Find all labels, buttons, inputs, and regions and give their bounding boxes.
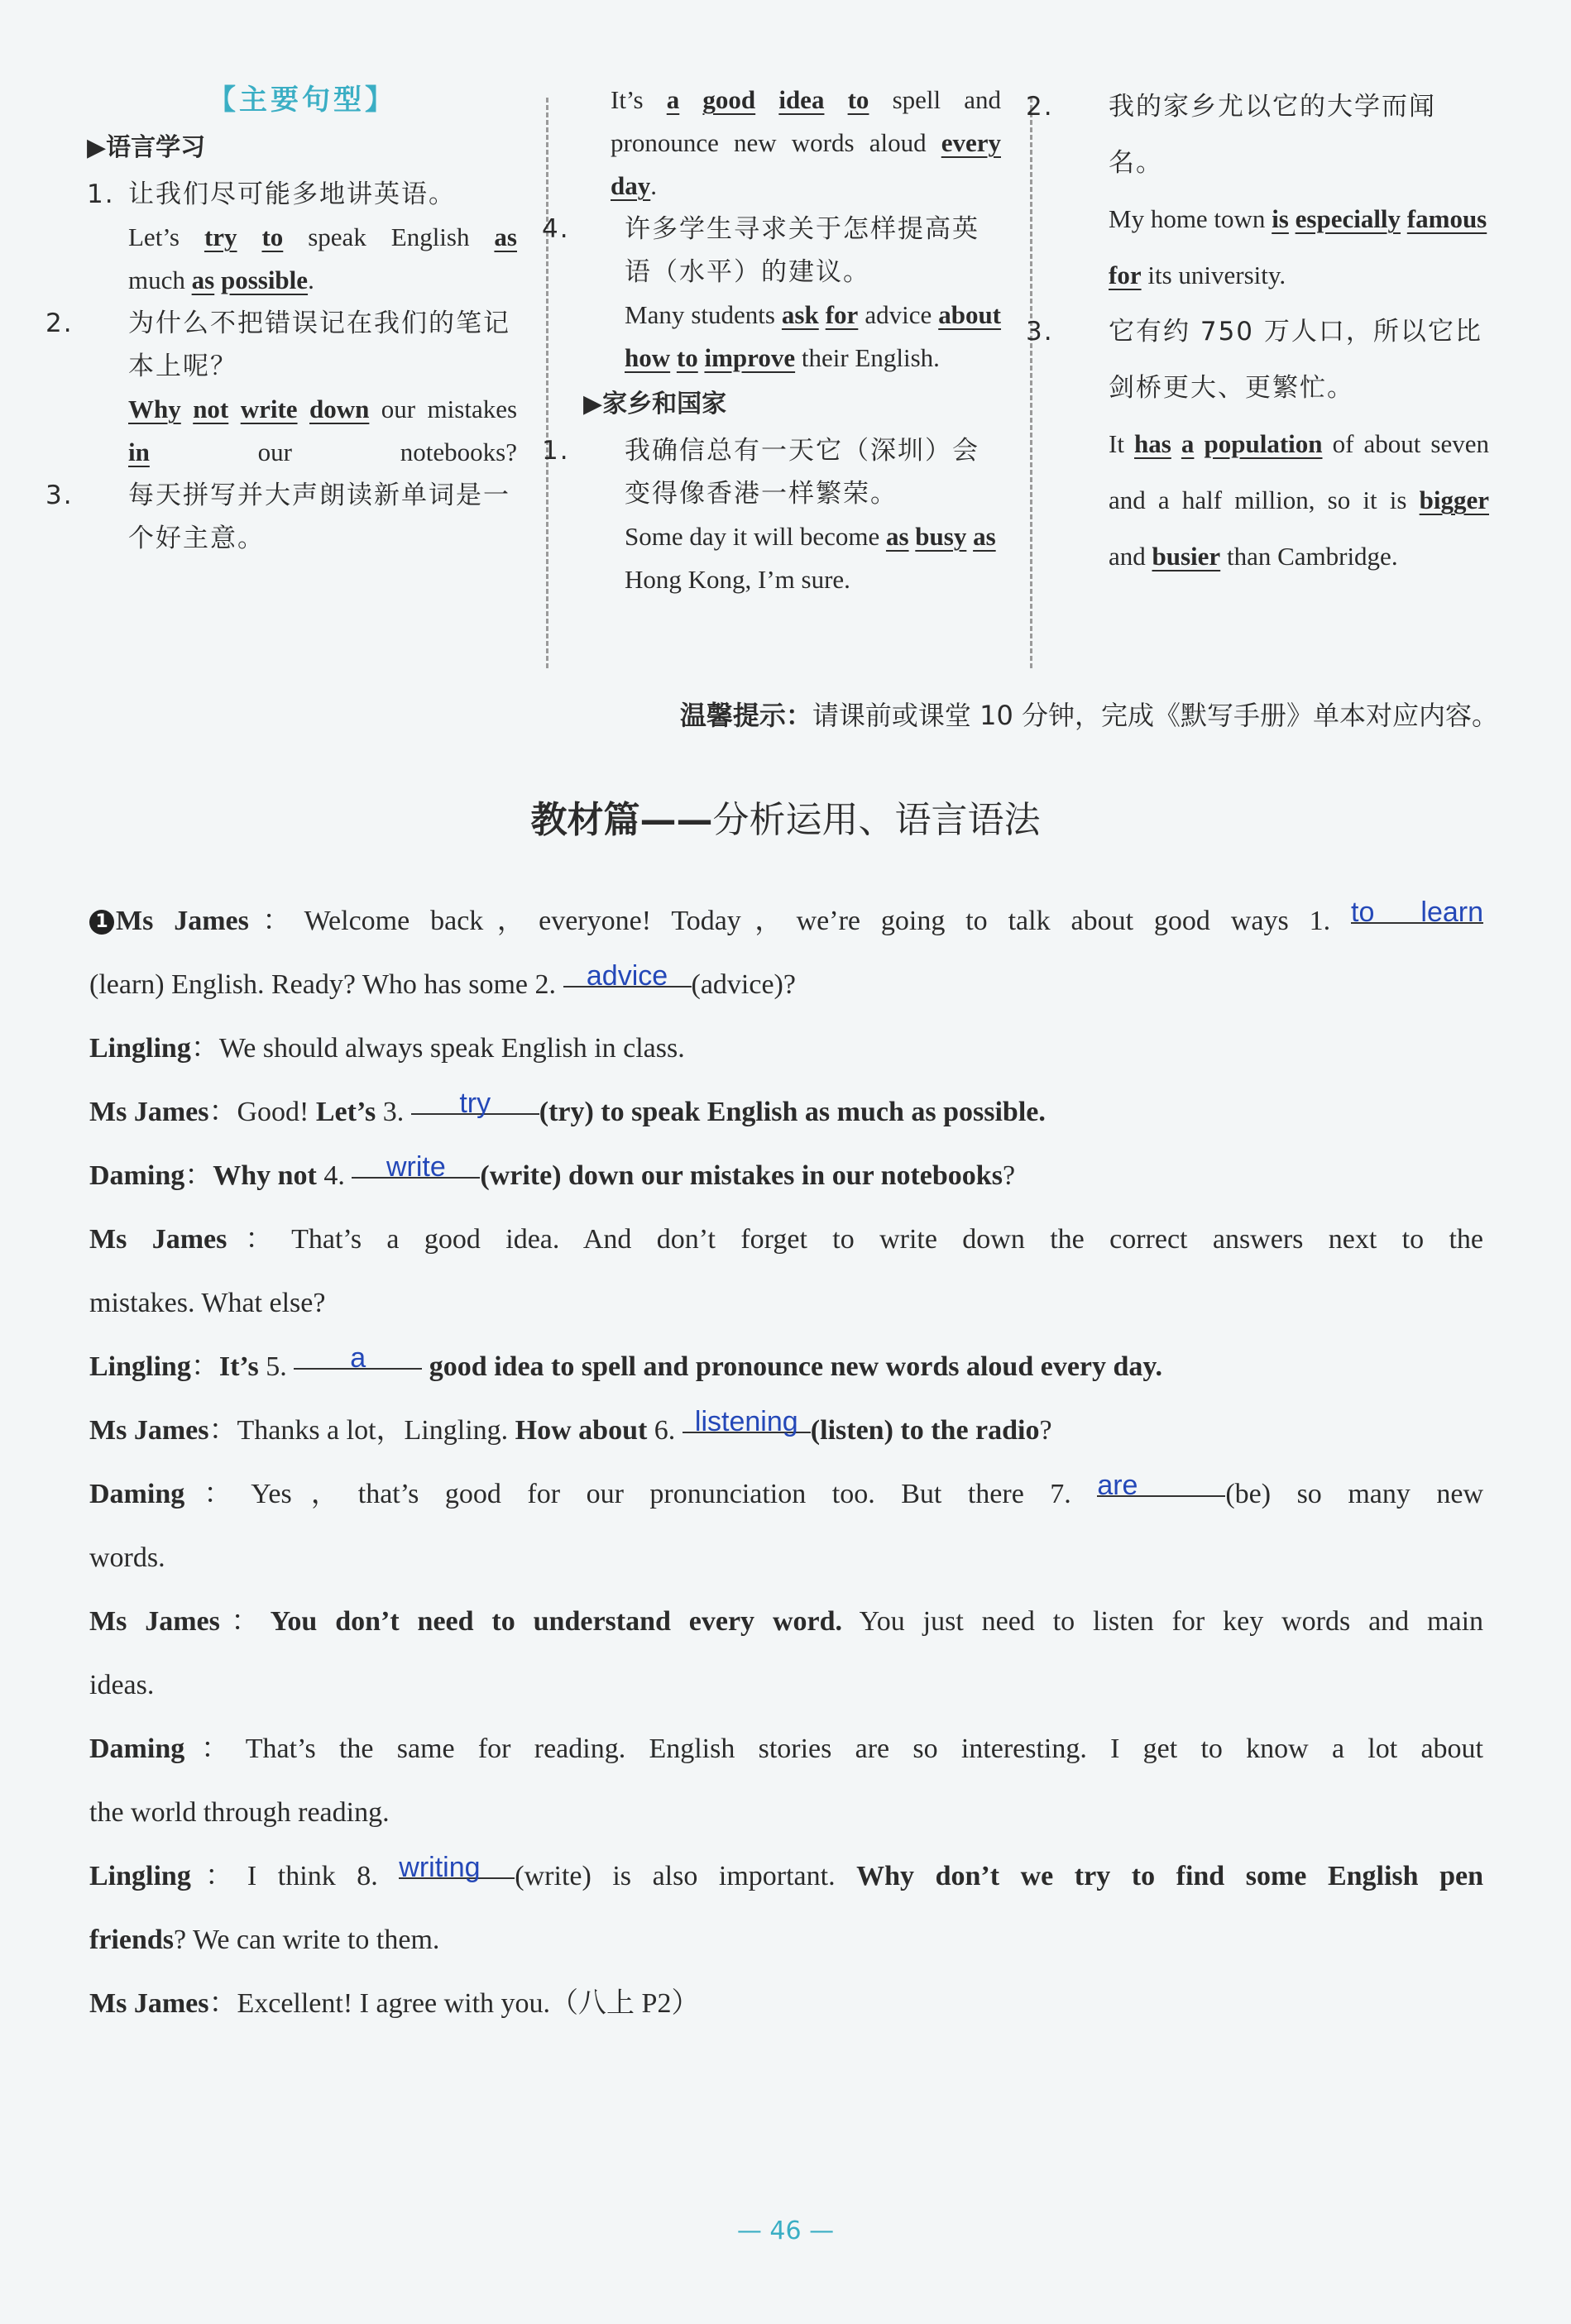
hometown-sentence-1-chinese: 1. 我确信总有一天它（深圳）会变得像香港一样繁荣。: [542, 436, 979, 509]
column-divider-1: [546, 98, 548, 668]
dialogue-line: Daming：That’s the same for reading. English stories are so interesting. I get to know a lot about: [89, 1733, 1483, 1764]
dialogue-line: mistakes. What else?: [89, 1288, 326, 1318]
sentence-4-english: Many students ask for advice about how to improve their English.: [625, 300, 1002, 372]
hometown-sentence-3-chinese: 3. 它有约 750 万人口，所以它比剑桥更大、更繁忙。: [1026, 317, 1482, 403]
column-divider-2: [1030, 98, 1032, 668]
sentence-3-english: It’s a good idea to spell and pronounce new words aloud every day.: [611, 85, 1002, 200]
dialogue-line: Ms James：You don’t need to understand every word. You just need to listen for key words and main: [89, 1606, 1484, 1637]
blank-4: [352, 1144, 480, 1183]
hometown-sentence-2-chinese: 2. 我的家乡尤以它的大学而闻名。: [1026, 92, 1436, 178]
answer-1: to learn: [1351, 897, 1484, 928]
blank-2: [563, 953, 692, 992]
blank-1: [1351, 889, 1484, 928]
dialogue-line: Ms James：Excellent! I agree with you.（八上 P2）: [89, 1988, 700, 2019]
dialogue-exercise: [89, 889, 1483, 2035]
dialogue-line: Lingling：I think 8. writing (write) is also important. Why don’t we try to find some English pen: [89, 1844, 1483, 1908]
dialogue-line: 1 Ms James：Welcome back，everyone! Today，we’re going to talk about good ways 1. to learn: [89, 889, 1483, 953]
sentence-4-chinese: 4. 许多学生寻求关于怎样提高英语（水平）的建议。: [542, 214, 979, 287]
hometown-sentence-3-english: It has a population of about seven and a half million, so it is bigger and busier than Cambridge.: [1109, 429, 1490, 571]
dialogue-line: Daming：Why not 4. write (write) down our mistakes in our notebooks?: [89, 1144, 1483, 1207]
dialogue-line: Daming：Yes，that’s good for our pronunciation too. But there 7. are (be) so many new: [89, 1462, 1483, 1526]
sentence-3-chinese: 3. 每天拼写并大声朗读新单词是一个好主意。: [46, 481, 510, 553]
dialogue-line: the world through reading.: [89, 1797, 390, 1828]
section-title: 教材篇——分析运用、语言语法: [530, 799, 1041, 841]
dialogue-line: Ms James：That’s a good idea. And don’t forget to write down the correct answers next to the: [89, 1224, 1484, 1255]
sentences-column-1: [46, 79, 518, 560]
subheading-hometown-country: ▶家乡和国家: [583, 390, 727, 418]
dialogue-line: friends? We can write to them.: [89, 1925, 440, 1955]
answer-5: a: [350, 1342, 366, 1374]
blank-5: [294, 1335, 422, 1374]
hometown-sentence-2-english: My home town is especially famous for its university.: [1109, 204, 1487, 289]
answer-3: try: [459, 1088, 491, 1119]
sentence-1-english: Let’s try to speak English as: [128, 222, 517, 251]
answer-6: listening: [694, 1406, 798, 1437]
tip-label: 温馨提示：: [679, 700, 812, 731]
sentences-column-2: [542, 79, 1002, 601]
sentence-1-chinese: 1. 让我们尽可能多地讲英语。: [87, 179, 456, 209]
sentence-2-chinese: 2. 为什么不把错误记在我们的笔记本上呢？: [46, 308, 510, 381]
dialogue-line: words.: [89, 1542, 165, 1573]
blank-6: [683, 1399, 811, 1437]
answer-4: write: [386, 1151, 446, 1183]
blank-8: [399, 1844, 515, 1883]
section-heading: 【主要句型】: [208, 84, 396, 117]
dialogue-line: Lingling：It’s 5. a good idea to spell and pronounce new words aloud every day.: [89, 1335, 1483, 1399]
sentences-column-3: [1026, 79, 1490, 585]
dialogue-line: Lingling：We should always speak English in class.: [89, 1033, 685, 1064]
dialogue-line: (learn) English. Ready? Who has some 2. advice (advice)?: [89, 953, 1483, 1016]
answer-7: are: [1097, 1470, 1138, 1501]
blank-3: [411, 1080, 539, 1119]
answer-2: advice: [586, 960, 668, 992]
page-number: — 46 —: [736, 2216, 835, 2245]
tip-note: [680, 695, 1498, 733]
dialogue-line: Ms James：Good! Let’s 3. try (try) to speak English as much as possible.: [89, 1080, 1483, 1144]
sentence-1-english-cont: much as possible.: [128, 265, 314, 294]
dialogue-line: ideas.: [89, 1670, 155, 1700]
tip-text: 请课前或课堂 10 分钟，完成《默写手册》单本对应内容。: [812, 700, 1498, 731]
answer-8: writing: [399, 1852, 481, 1883]
blank-7: [1097, 1462, 1225, 1501]
dialogue-line: Ms James：Thanks a lot，Lingling. How about 6. listening (listen) to the radio?: [89, 1399, 1483, 1462]
sentence-2-english: Why not write down our mistakes in our notebooks?: [128, 395, 518, 466]
item-number-marker: 1: [89, 910, 114, 935]
subheading-language-learning: ▶语言学习: [87, 133, 206, 162]
hometown-sentence-1-english: Some day it will become as busy as Hong Kong, I’m sure.: [625, 522, 996, 594]
